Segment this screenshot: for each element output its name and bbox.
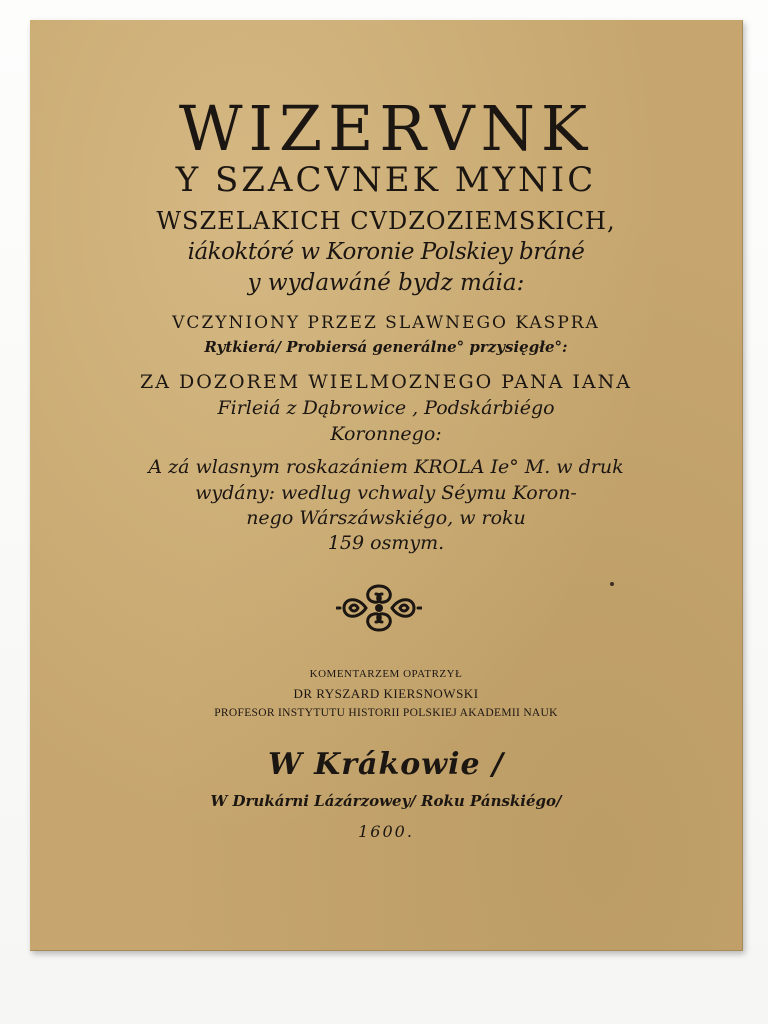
booklet-cover	[30, 20, 743, 951]
title-line-5: y wydawáné bydz máia:	[247, 270, 525, 296]
commentary-author-name: DR RYSZARD KIERSNOWSKI	[293, 686, 479, 701]
imprint-press: W Drukárni Lázárzowey/ Roku Pánskiégo/	[210, 792, 562, 810]
imprint-city: W Krákowie /	[268, 747, 504, 782]
supervision-line-2: Firleiá z Dąbrowice , Podskárbiégo	[217, 397, 555, 419]
title-line-3: WSZELAKICH CVDZOZIEMSKICH,	[156, 207, 616, 235]
order-line-4: 159 osmym.	[327, 532, 445, 554]
commentary-affiliation: PROFESOR INSTYTUTU HISTORII POLSKIEJ AKADEMII NAUK	[214, 707, 558, 719]
commentary-label: KOMENTARZEM OPATRZYŁ	[309, 668, 463, 680]
title-line-4: iákoktóré w Koronie Polskiey bráné	[187, 239, 585, 265]
order-line-2: wydány: wedlug vchwaly Séymu Koron-	[195, 482, 577, 504]
paper-speck	[610, 582, 614, 586]
imprint-year: 1600.	[358, 822, 414, 841]
cover-title: WIZERVNK	[178, 92, 594, 165]
fleuron-ornament-icon	[336, 582, 422, 634]
order-line-1: A zá wlasnym roskazániem KROLA Ie° M. w druk	[148, 456, 624, 478]
supervision-line-3: Koronnego:	[330, 423, 442, 445]
order-line-3: nego Wárszáwskiégo, w roku	[246, 507, 526, 529]
author-line-2: Rytkierá/ Probiersá generálne° przysięgłe°:	[204, 338, 568, 356]
author-line-1: VCZYNIONY PRZEZ SLAWNEGO KASPRA	[172, 313, 600, 333]
supervision-line-1: ZA DOZOREM WIELMOZNEGO PANA IANA	[140, 371, 632, 393]
cover-subtitle: Y SZACVNEK MYNIC	[175, 160, 597, 200]
